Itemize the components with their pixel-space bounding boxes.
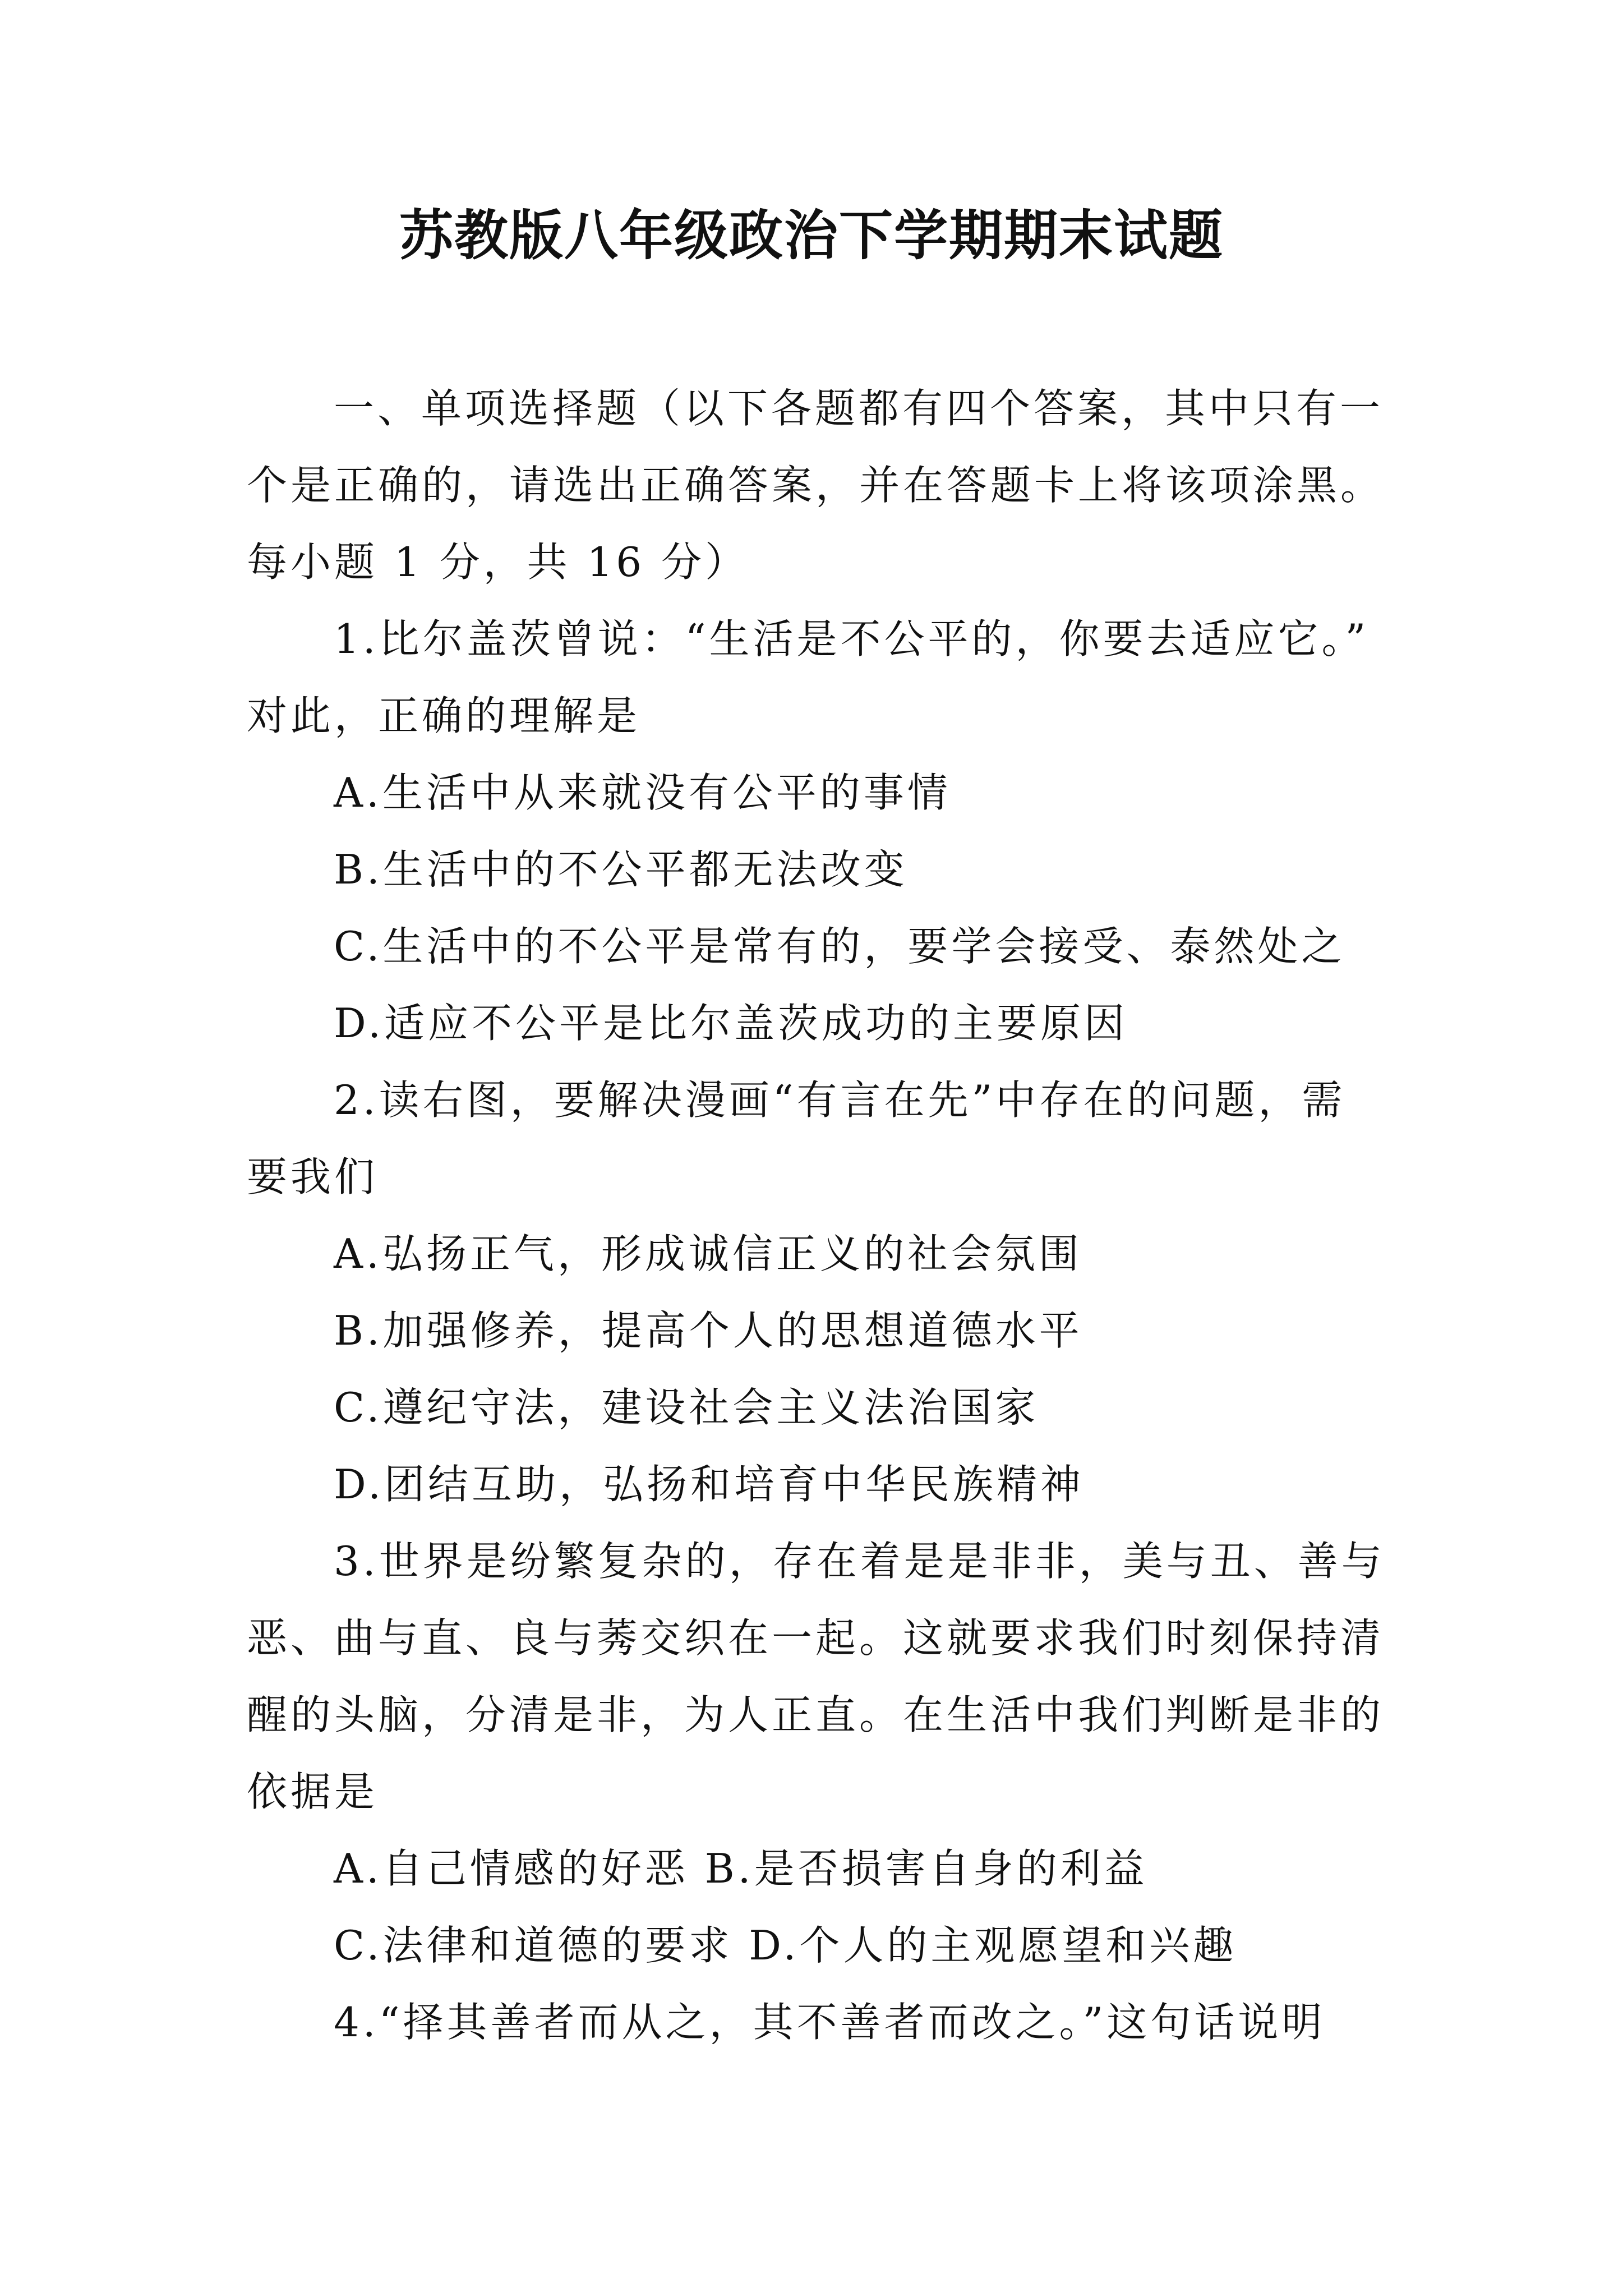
question-2-option-a: A.弘扬正气，形成诚信正义的社会氛围 [334, 1230, 1082, 1277]
page-title: 苏教版八年级政治下学期期末试题 [399, 204, 1224, 267]
question-2: 2.读右图，要解决漫画“有言在先”中存在的问题，需 [334, 1076, 1346, 1124]
question-4: 4.“择其善者而从之，其不善者而改之。”这句话说明 [334, 1999, 1326, 2046]
question-2-option-d: D.团结互助，弘扬和培育中华民族精神 [334, 1461, 1085, 1508]
question-3-options-cd: C.法律和道德的要求 D.个人的主观愿望和兴趣 [334, 1922, 1237, 1969]
question-1-option-b: B.生活中的不公平都无法改变 [334, 846, 908, 893]
question-3: 3.世界是纷繁复杂的，存在着是是非非，美与丑、善与 [334, 1538, 1385, 1585]
document-body [247, 370, 1391, 2061]
section-heading: 一、单项选择题（以下各题都有四个答案，其中只有一 [334, 385, 1384, 432]
question-2-continued: 要我们 [247, 1153, 379, 1200]
question-2-option-c: C.遵纪守法，建设社会主义法治国家 [334, 1384, 1039, 1431]
question-2-option-b: B.加强修养，提高个人的思想道德水平 [334, 1307, 1083, 1354]
section-heading-continued: 每小题 1 分，共 16 分） [247, 539, 749, 586]
section-heading-continued: 个是正确的，请选出正确答案，并在答题卡上将该项涂黑。 [247, 462, 1385, 509]
question-1: 1.比尔盖茨曾说：“生活是不公平的，你要去适应它。” [334, 615, 1370, 662]
question-3-continued: 醒的头脑，分清是非，为人正直。在生活中我们判断是非的 [247, 1691, 1385, 1738]
question-1-option-a: A.生活中从来就没有公平的事情 [334, 769, 951, 816]
question-1-option-d: D.适应不公平是比尔盖茨成功的主要原因 [334, 1000, 1128, 1047]
question-3-continued: 恶、曲与直、良与莠交织在一起。这就要求我们时刻保持清 [247, 1614, 1385, 1662]
question-1-option-c: C.生活中的不公平是常有的，要学会接受、泰然处之 [334, 923, 1345, 970]
question-1-continued: 对此，正确的理解是 [247, 692, 641, 739]
question-3-options-ab: A.自己情感的好恶 B.是否损害自身的利益 [334, 1845, 1148, 1892]
question-3-continued: 依据是 [247, 1768, 379, 1815]
